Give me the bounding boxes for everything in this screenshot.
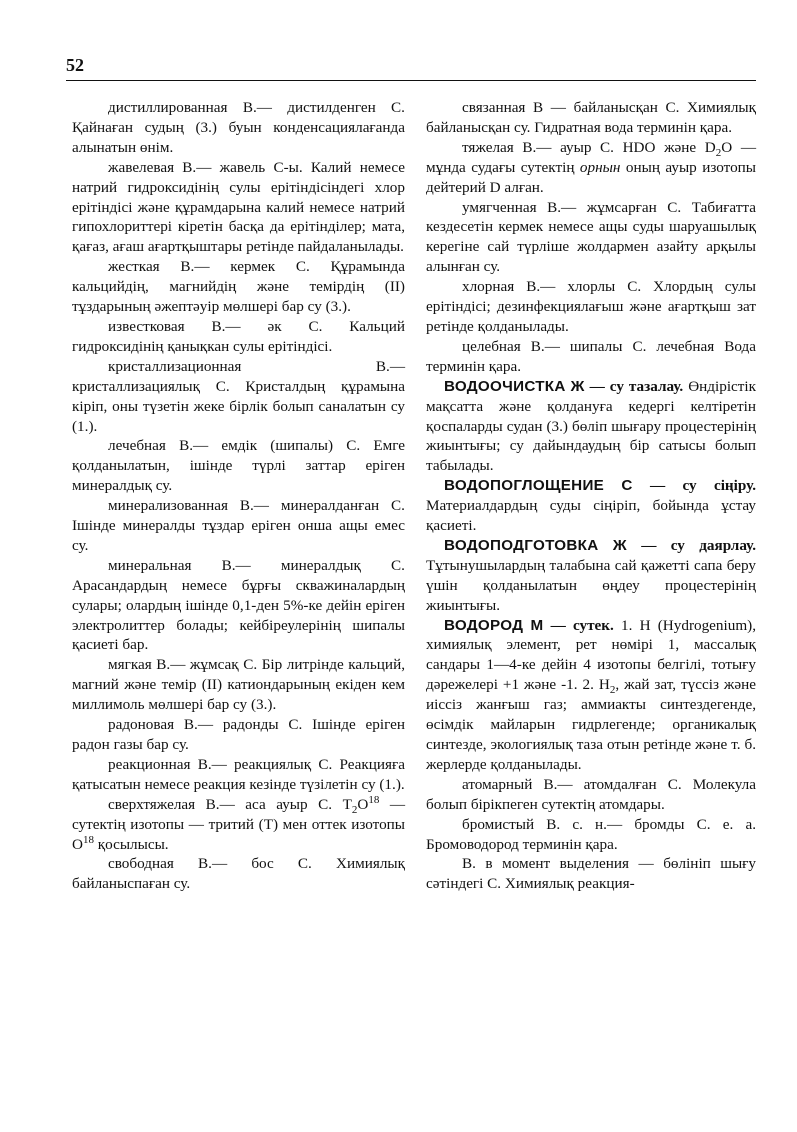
- headword-gloss: — су сіңіру.: [650, 477, 756, 495]
- header-rule: [66, 80, 756, 81]
- page-number: 52: [66, 55, 84, 75]
- entry-nascent-hydrogen: [426, 854, 756, 894]
- entry-text: — байланысқан С. Химиялық байланысқан су. Гидратная вода терминін қара.: [426, 99, 756, 136]
- left-column: [72, 98, 405, 894]
- entry-text: , жай зат, түссіз және иіссіз жанғыш газ; аммиакты синтездегенде, өсімдік майларын гидрлегенде; органикалық синтезде, экологиялық таза отын ретінде және т. б. жерлерде қолданылады.: [426, 676, 757, 773]
- entry-text: — емдік (шипалы) С. Емге қолданылатын, ішінде түрлі заттар еріген минералдық су.: [72, 437, 405, 495]
- entry-superheavy-water: [72, 795, 405, 855]
- formula-d2o: $D_2O$: [704, 138, 733, 159]
- entry-crystallization-water: [72, 357, 405, 437]
- gender-mark: Ж: [570, 377, 585, 395]
- headword: ВОДООЧИСТКА: [444, 377, 566, 395]
- entry-bound-water: [426, 98, 756, 138]
- entry-term: минерализованная В.: [108, 497, 254, 515]
- entry-mineral-water: [72, 556, 405, 656]
- headword-gloss: — су даярлау.: [641, 536, 757, 554]
- entry-text: — хлорлы С. Хлордың сулы ерітіндісі; дезинфекциялағыш және ағартқыш зат ретінде қолданылады.: [426, 278, 756, 335]
- entry-text: қосылысы.: [97, 835, 169, 853]
- headword-gloss: — су тазалау.: [589, 377, 684, 395]
- entry-term: свободная В.: [108, 855, 212, 873]
- entry-term: атомарный В.: [462, 775, 558, 793]
- entry-text: — бөлініп шығу сәтіндегі С. Химиялық реакция-: [426, 855, 756, 893]
- formula-o18: $O^{18}$: [72, 833, 94, 853]
- entry-text: — реакциялық С. Реакцияға қатысатын немесе реакция кезінде түзілетін су (1.).: [72, 755, 405, 793]
- entry-text: оның ауыр изотопы дейтерий D алған.: [426, 158, 757, 196]
- headword-gloss: — сутек.: [550, 616, 614, 634]
- headword-entry-vodoochistka: [426, 377, 756, 477]
- headword-entry-vodopogloshchenie: [426, 476, 756, 536]
- entry-text: — жұмсарған С. Табиғатта кездесетін кермек немесе ащы суды шаруашылық керегіне сай түрліше жолдармен азайту арқылы алынған су.: [426, 198, 756, 276]
- entry-term: хлорная В.: [462, 278, 541, 296]
- entry-term: В. в момент выделения: [462, 855, 630, 873]
- entry-term: целебная В.: [462, 337, 545, 355]
- entry-atomic-hydrogen: [426, 775, 756, 815]
- headword-entry-vodorod: [426, 616, 756, 775]
- entry-text: — сутектің изотопы — тритий (Т) мен оттек изотопы: [72, 795, 406, 833]
- entry-text: Өндірістік мақсатта және қолдануға кедергі келтіретін қоспаларды судан (3.) бөліп шығару процестерінің жиынтығы; су дайындаудың бір сатысы болып табылады.: [426, 377, 757, 475]
- entry-radon-water: [72, 715, 405, 755]
- right-column: [426, 98, 756, 894]
- entry-text: — дистилденген С. Қайнаған судың (3.) буын конденсациялағанда алынатын өнім.: [72, 99, 405, 156]
- entry-lime-water: [72, 317, 405, 357]
- entry-term: минеральная В.: [108, 556, 236, 574]
- entry-text: — мұнда судағы сутектің: [426, 138, 757, 176]
- entry-term: сверхтяжелая В.: [108, 795, 220, 813]
- entry-term: известковая В.: [108, 317, 226, 335]
- entry-distilled-water: [72, 98, 405, 158]
- headword: ВОДОПОДГОТОВКА: [444, 536, 599, 554]
- entry-text: — жұмсақ С. Бір литрінде кальций, магний және темір (II) катиондарының екіден кем миллимоль мөлшері бар су (3.).: [72, 656, 405, 714]
- entry-text: 1. Н (Hydrogenium), химиялық элемент, рет нөмірі 1, массалық сандары 1—4-ке дейін 4 изотопы белгілі, тотығу дәрежелері +1 және -1. 2.: [426, 616, 757, 694]
- entry-text: — бос С. Химиялық байланыспаған су.: [72, 855, 405, 893]
- entry-mineralized-water: [72, 496, 405, 556]
- entry-text: Тұтынушылардың талабына сай қажетті сапа беру үшін қолданылатын өңдеу процестерінің жиынтығы.: [426, 556, 756, 614]
- entry-text: — ауыр С. HDO және: [536, 138, 697, 156]
- gender-mark: С: [621, 477, 633, 495]
- entry-medicinal-water: [72, 436, 405, 496]
- entry-text: — кристаллизациялық С. Кристалдың құрамына кіріп, оны түзетін жеке бірлік болып саналатын су (1.).: [72, 357, 405, 435]
- entry-chlorine-water: [426, 277, 756, 337]
- entry-text: — жавель С-ы. Калий немесе натрий гидроксидінің сулы ерітіндісіндегі хлор ерітіндісі және құрамдарына калий немесе натрий гипохлориттері кіретін басқа да ерітінділер; мата, қағаз, ағаш ағартқыштары ретінде пайдаланылады.: [72, 158, 405, 256]
- entry-term: жесткая В.: [108, 258, 195, 276]
- entry-text: — аса ауыр С.: [219, 795, 333, 813]
- formula-t2o18: $T_2O^{18}$: [342, 793, 380, 816]
- entry-hydrogen-bromide: [426, 815, 756, 855]
- entry-text: — әк С. Кальций гидроксидінің қанықкан сулы ерітіндісі.: [72, 317, 405, 355]
- entry-text: — минералдық С. Арасандардың немесе бұрғы скважиналардың сулары; олардың ішінде 0,1-ден 5%-ке дейін еріген электролиттер болады; кейбіреулерінің шипалы қасиеті бар.: [72, 556, 405, 654]
- entry-reaction-water: [72, 755, 405, 795]
- headword-entry-vodopodgotovka: [426, 536, 756, 616]
- entry-term: связанная В: [462, 99, 544, 116]
- entry-text: — атомдалған С. Молекула болып бірікпеген сутектің атомдары.: [426, 775, 756, 813]
- entry-term: лечебная В.: [108, 437, 194, 455]
- entry-javel-water: [72, 158, 405, 258]
- entry-text: — шипалы С. лечебная Вода терминін қара.: [426, 337, 756, 375]
- entry-text: Материалдардың суды сіңіріп, бойында ұстау қасиеті.: [426, 497, 756, 535]
- gender-mark: М: [530, 616, 544, 634]
- entry-free-water: [72, 854, 405, 894]
- headword: ВОДОРОД: [444, 616, 524, 634]
- entry-term: кристаллизационная В.: [108, 357, 390, 375]
- entry-term: радоновая В.: [108, 716, 198, 734]
- headword: ВОДОПОГЛОЩЕНИЕ: [444, 477, 605, 495]
- entry-heavy-water: [426, 138, 756, 198]
- entry-soft-water: [72, 655, 405, 715]
- entry-italic: орнын: [579, 158, 621, 176]
- entry-term: тяжелая В.: [462, 138, 537, 156]
- entry-text: — минералданған С. Ішінде минералды тұздар еріген онша ащы емес су.: [72, 497, 405, 554]
- entry-softened-water: [426, 198, 756, 278]
- entry-term: умягченная В.: [462, 198, 562, 216]
- entry-term: реакционная В.: [108, 755, 212, 773]
- entry-hard-water: [72, 257, 405, 317]
- formula-h2: $H_2$: [598, 676, 616, 697]
- entry-text: — кермек С. Құрамында кальцийдің, магнийдің және темірдің (II) тұздарының әжептәуір мөлшері бар су (3.).: [72, 258, 406, 316]
- entry-healing-water: [426, 337, 756, 377]
- entry-term: жавелевая В.: [108, 158, 197, 176]
- entry-text: — бромды С. е. а. Бромоводород терминін қара.: [426, 815, 756, 853]
- entry-text: — радонды С. Ішінде еріген радон газы бар су.: [72, 716, 405, 753]
- entry-term: мягкая В.: [108, 656, 171, 674]
- gender-mark: Ж: [612, 536, 627, 554]
- entry-term: дистиллированная В.: [108, 99, 257, 116]
- entry-term: бромистый В. с. н.: [462, 815, 607, 833]
